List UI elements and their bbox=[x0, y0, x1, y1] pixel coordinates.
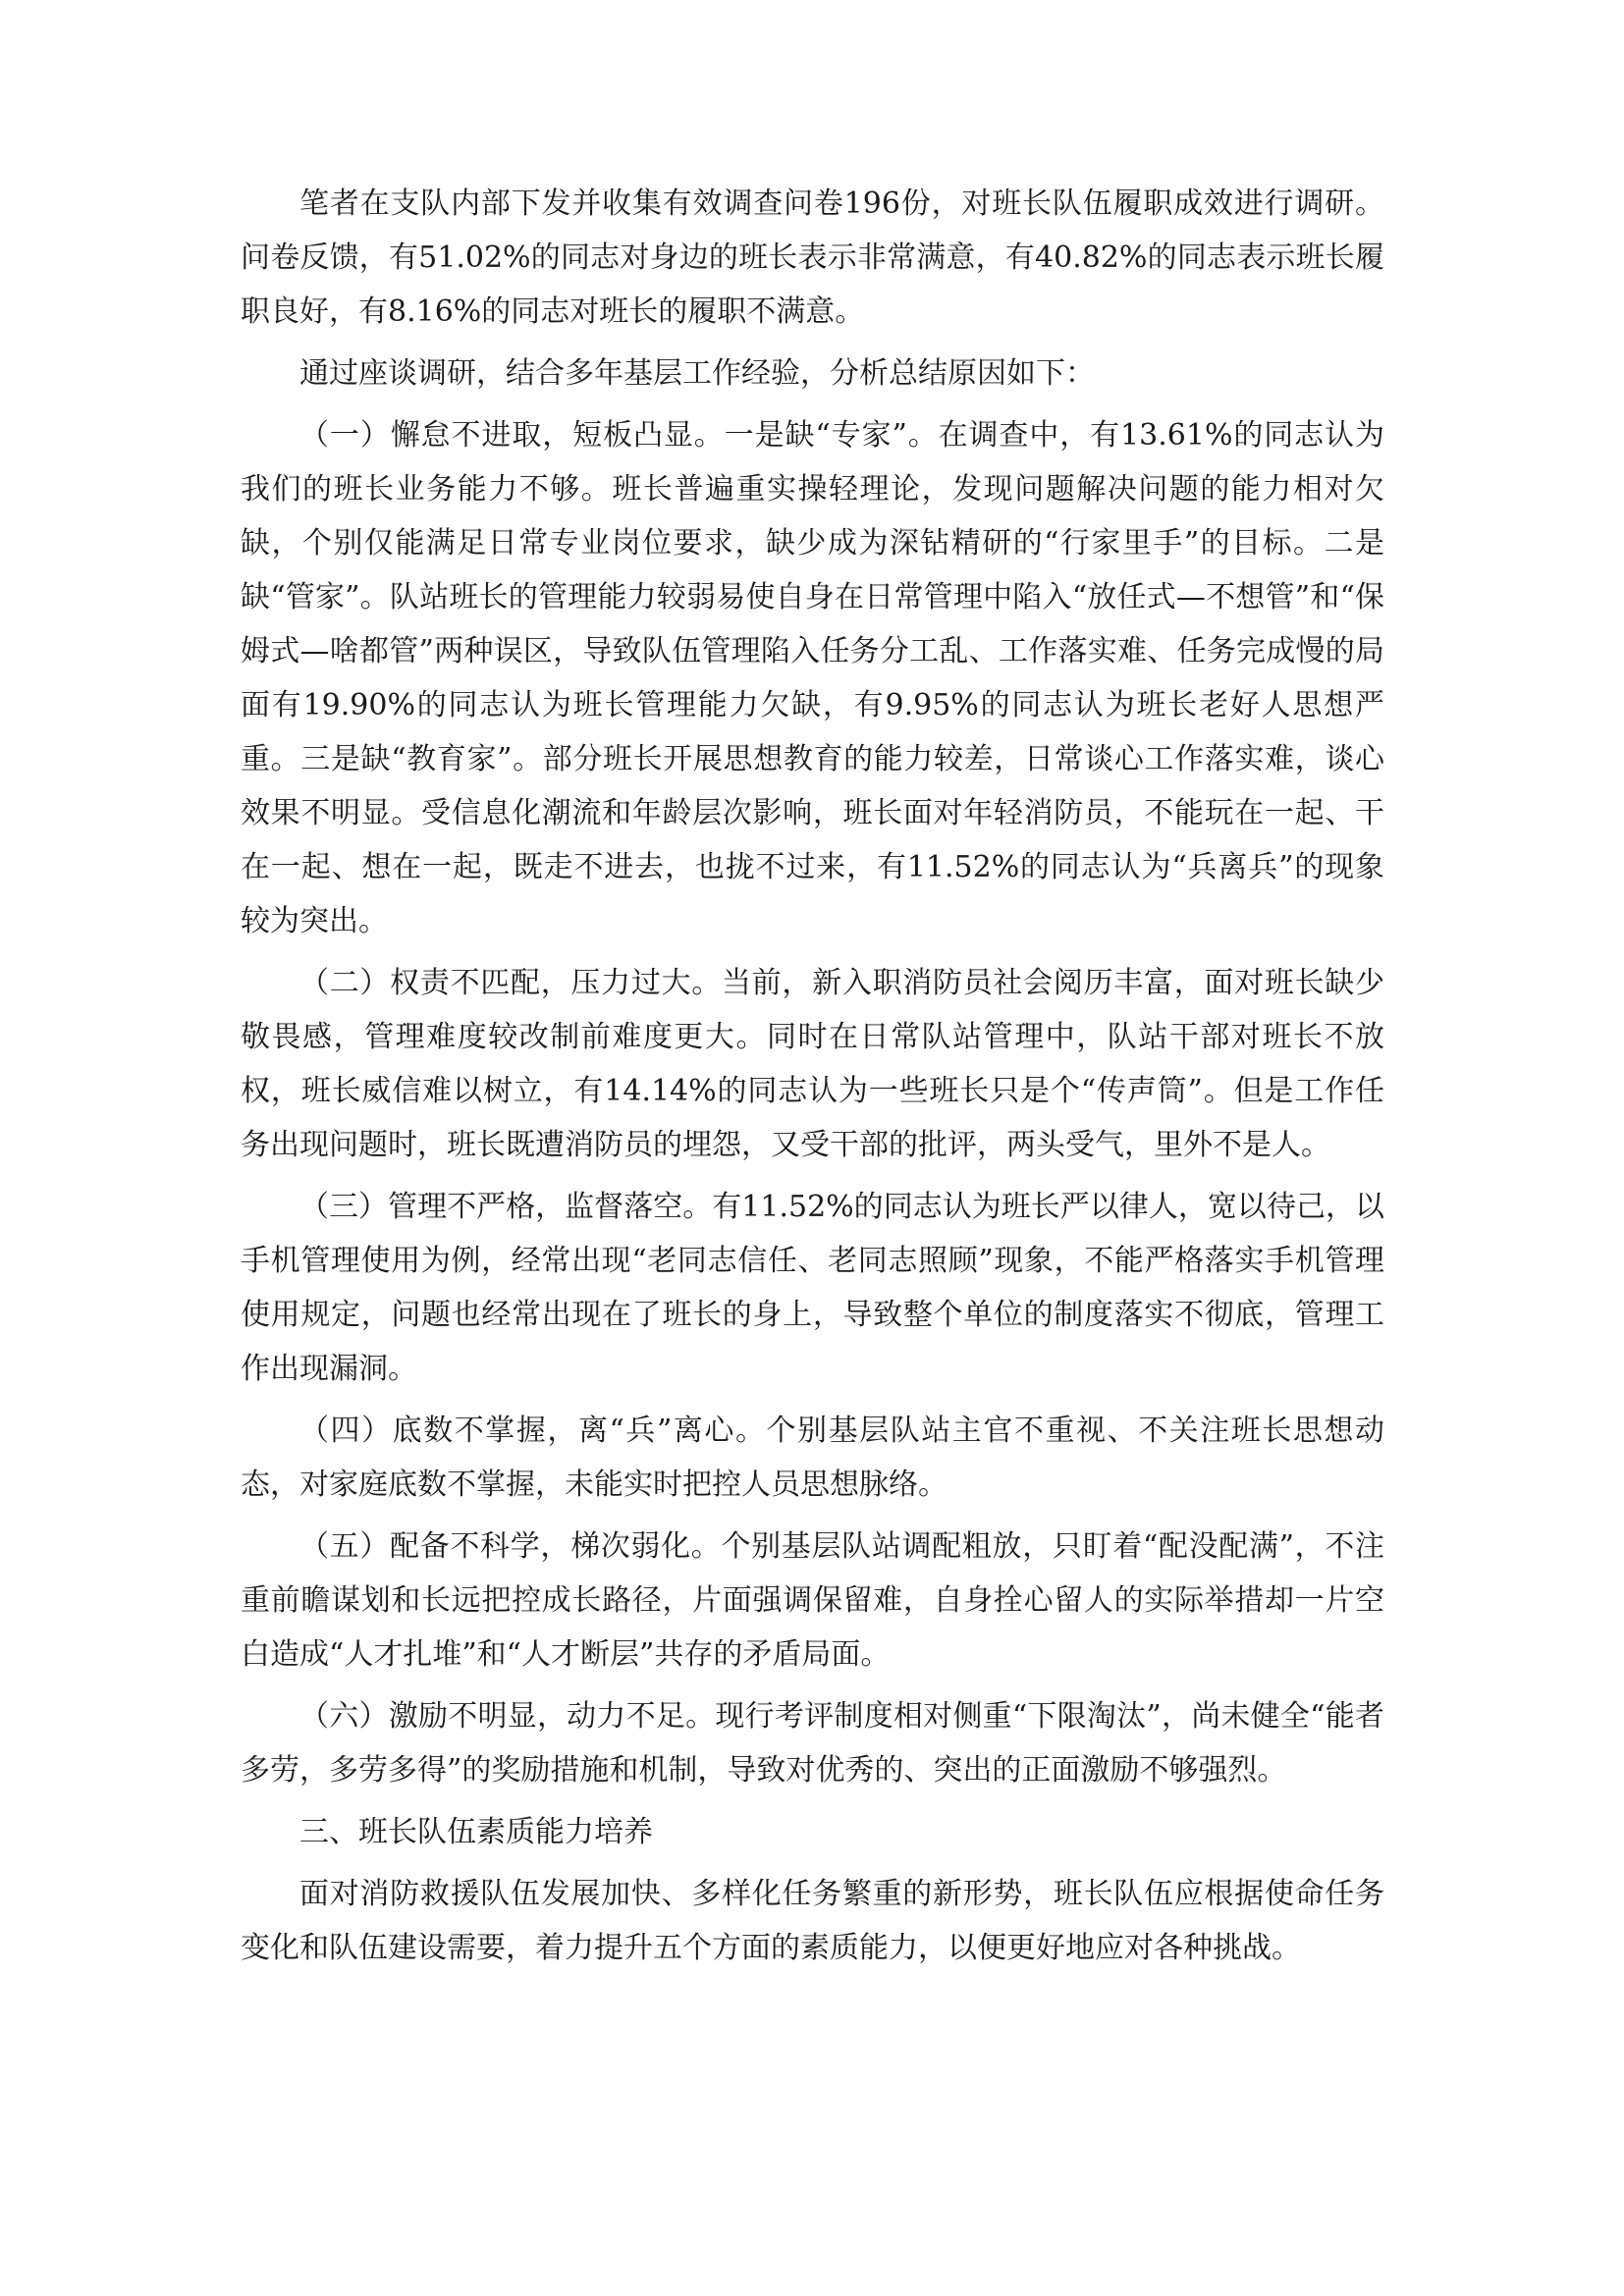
paragraph-reason-4: （四）底数不掌握，离“兵”离心。个别基层队站主官不重视、不关注班长思想动态，对家庭底数不掌握，未能实时把控人员思想脉络。 bbox=[241, 1414, 1384, 1502]
paragraph-reason-6: （六）激励不明显，动力不足。现行考评制度相对侧重“下限淘汰”，尚未健全“能者多劳，多劳多得”的奖励措施和机制，导致对优秀的、突出的正面激励不够强烈。 bbox=[241, 1699, 1384, 1788]
paragraph-reason-1: （一）懈怠不进取，短板凸显。一是缺“专家”。在调查中，有13.61%的同志认为我们的班长业务能力不够。班长普遍重实操轻理论，发现问题解决问题的能力相对欠缺，个别仅能满足日常专业岗位要求，缺少成为深钻精研的“行家里手”的目标。二是缺“管家”。队站班长的管理能力较弱易使自身在日常管理中陷入“放任式—不想管”和“保姆式—啥都管”两种误区，导致队伍管理陷入任务分工乱、工作落实难、任务完成慢的局面有19.90%的同志认为班长管理能力欠缺，有9.95%的同志认为班长老好人思想严重。三是缺“教育家”。部分班长开展思想教育的能力较差，日常谈心工作落实难，谈心效果不明显。受信息化潮流和年龄层次影响，班长面对年轻消防员，不能玩在一起、干在一起、想在一起，既走不进去，也拢不过来，有11.52%的同志认为“兵离兵”的现象较为突出。 bbox=[241, 418, 1384, 938]
paragraph-reason-3: （三）管理不严格，监督落空。有11.52%的同志认为班长严以律人，宽以待己，以手机管理使用为例，经常出现“老同志信任、老同志照顾”现象，不能严格落实手机管理使用规定，问题也经常出现在了班长的身上，导致整个单位的制度落实不彻底，管理工作出现漏洞。 bbox=[241, 1190, 1384, 1386]
paragraph-analysis-lead: 通过座谈调研，结合多年基层工作经验，分析总结原因如下： bbox=[299, 356, 1095, 391]
paragraph-section-3-intro: 面对消防救援队伍发展加快、多样化任务繁重的新形势，班长队伍应根据使命任务变化和队伍建设需要，着力提升五个方面的素质能力，以便更好地应对各种挑战。 bbox=[241, 1877, 1384, 1965]
section-heading-3: 三、班长队伍素质能力培养 bbox=[299, 1815, 653, 1849]
document-body bbox=[241, 177, 1384, 1983]
paragraph-reason-5: （五）配备不科学，梯次弱化。个别基层队站调配粗放，只盯着“配没配满”，不注重前瞻谋划和长远把控成长路径，片面强调保留难，自身拴心留人的实际举措却一片空白造成“人才扎堆”和“人才断层”共存的矛盾局面。 bbox=[241, 1529, 1384, 1672]
paragraph-reason-2: （二）权责不匹配，压力过大。当前，新入职消防员社会阅历丰富，面对班长缺少敬畏感，管理难度较改制前难度更大。同时在日常队站管理中，队站干部对班长不放权，班长威信难以树立，有14.14%的同志认为一些班长只是个“传声筒”。但是工作任务出现问题时，班长既遭消防员的埋怨，又受干部的批评，两头受气，里外不是人。 bbox=[241, 966, 1384, 1162]
paragraph-survey-intro: 笔者在支队内部下发并收集有效调查问卷196份，对班长队伍履职成效进行调研。问卷反馈，有51.02%的同志对身边的班长表示非常满意，有40.82%的同志表示班长履职良好，有8.16%的同志对班长的履职不满意。 bbox=[241, 187, 1384, 329]
